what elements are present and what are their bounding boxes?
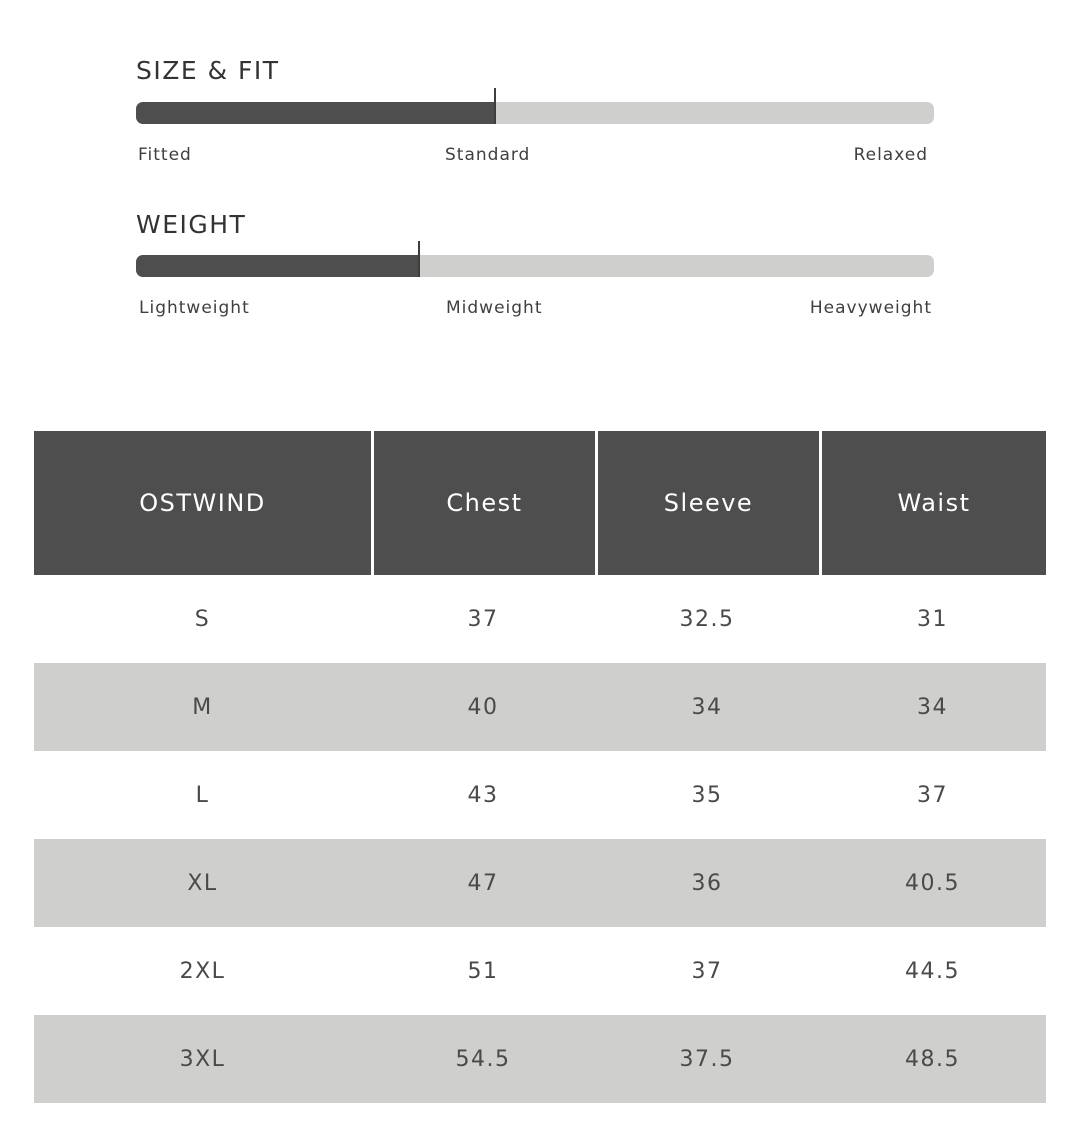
- chest-cell: 37: [467, 606, 499, 632]
- size-cell: XL: [34, 839, 371, 927]
- size-cell: S: [194, 606, 211, 632]
- weight-label-midweight: Midweight: [446, 298, 543, 318]
- size-fit-label-fitted: Fitted: [138, 145, 192, 165]
- chest-cell: 43: [467, 782, 499, 808]
- weight-fill: [136, 255, 419, 277]
- sleeve-cell: 34: [595, 663, 819, 751]
- table-row: [34, 663, 1046, 751]
- weight-meter: [136, 212, 934, 327]
- chest-cell: 40: [371, 663, 595, 751]
- weight-marker: [418, 241, 420, 277]
- weight-label-heavyweight: Heavyweight: [809, 298, 932, 318]
- weight-label-lightweight: Lightweight: [139, 298, 250, 318]
- size-chart-table: [34, 431, 1046, 1103]
- size-cell: 2XL: [179, 958, 226, 984]
- size-fit-fill: [136, 102, 495, 124]
- size-cell: 3XL: [34, 1015, 371, 1103]
- table-row: [34, 1015, 1046, 1103]
- waist-cell: 44.5: [905, 958, 960, 984]
- waist-cell: 31: [917, 606, 948, 632]
- size-fit-meter: [136, 58, 934, 173]
- size-fit-label-standard: Standard: [445, 145, 531, 165]
- weight-track: [136, 255, 934, 277]
- waist-cell: 34: [819, 663, 1046, 751]
- chest-cell: 47: [371, 839, 595, 927]
- waist-cell: 37: [917, 782, 948, 808]
- chest-cell: 54.5: [371, 1015, 595, 1103]
- size-cell: L: [195, 782, 210, 808]
- table-row: [34, 751, 1046, 839]
- table-row: [34, 575, 1046, 663]
- sleeve-cell: 36: [595, 839, 819, 927]
- chest-cell: 51: [467, 958, 499, 984]
- sleeve-cell: 35: [691, 782, 723, 808]
- sleeve-cell: 37.5: [595, 1015, 819, 1103]
- header-brand: OSTWIND: [34, 431, 371, 575]
- table-header-row: [34, 431, 1046, 575]
- size-fit-title: SIZE & FIT: [136, 56, 280, 85]
- header-waist: Waist: [819, 431, 1046, 575]
- table-row: [34, 927, 1046, 1015]
- sleeve-cell: 32.5: [679, 606, 735, 632]
- weight-title: WEIGHT: [136, 210, 247, 239]
- waist-cell: 40.5: [819, 839, 1046, 927]
- header-sleeve: Sleeve: [595, 431, 819, 575]
- size-fit-marker: [494, 88, 496, 124]
- waist-cell: 48.5: [819, 1015, 1046, 1103]
- header-chest: Chest: [371, 431, 595, 575]
- table-row: [34, 839, 1046, 927]
- size-cell: M: [34, 663, 371, 751]
- sleeve-cell: 37: [691, 958, 723, 984]
- size-fit-track: [136, 102, 934, 124]
- size-fit-label-relaxed: Relaxed: [853, 145, 928, 165]
